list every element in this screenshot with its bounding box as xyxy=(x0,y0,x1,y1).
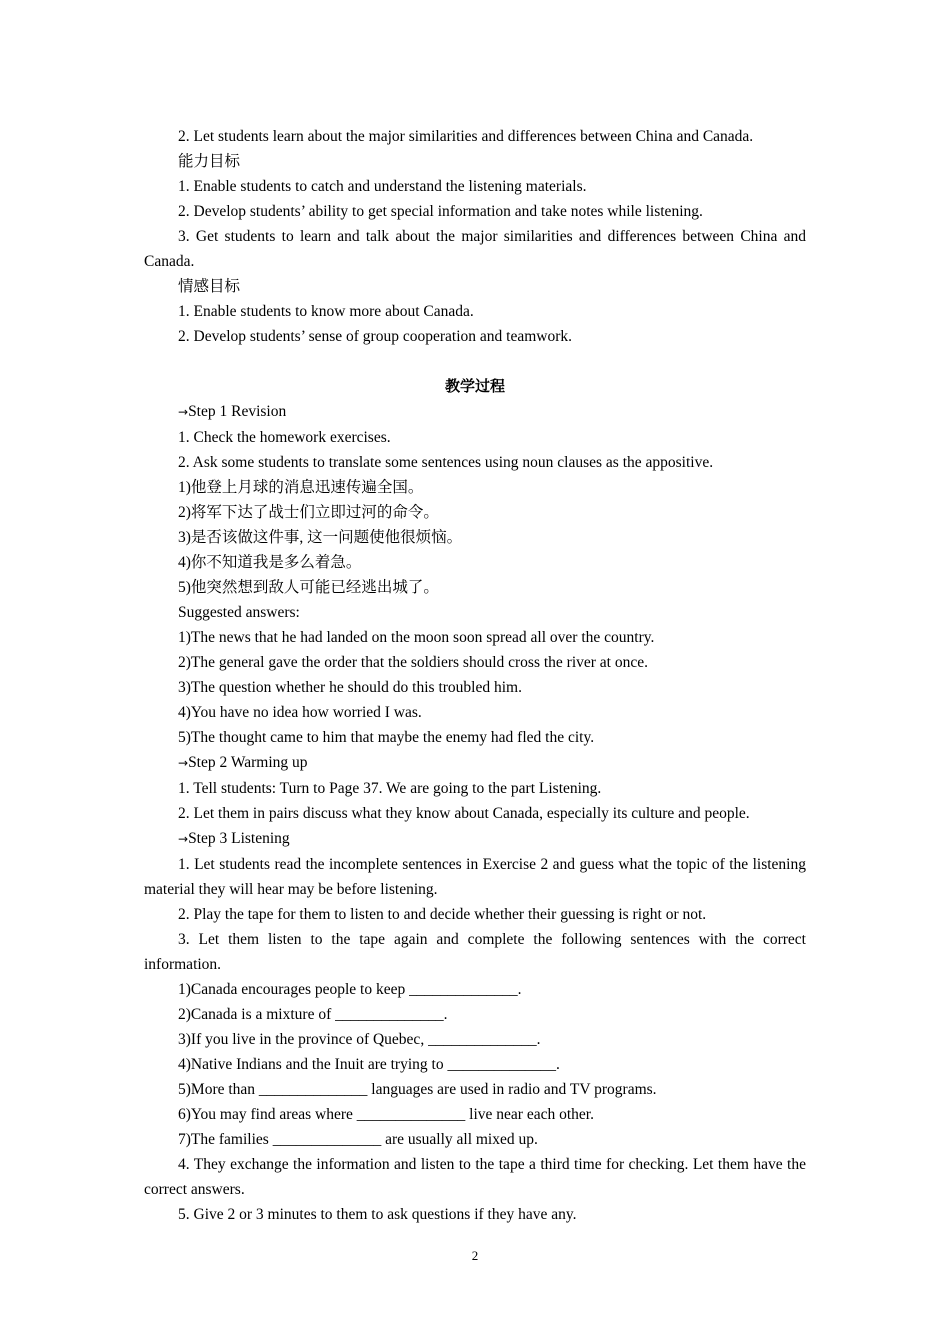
list-item: 5)他突然想到敌人可能已经逃出城了。 xyxy=(178,579,439,596)
ability-objective-2: 2. Develop students’ ability to get special information and take notes while listening. xyxy=(178,203,703,220)
list-item: 4)You have no idea how worried I was. xyxy=(178,704,422,721)
step-3-title: →Step 3 Listening xyxy=(178,830,290,847)
ability-objectives-heading: 能力目标 xyxy=(178,153,241,170)
list-item: 3)If you live in the province of Quebec, ______________. xyxy=(178,1031,541,1048)
section-title: 教学过程 xyxy=(444,377,505,395)
objective-knowledge-2: 2. Let students learn about the major similarities and differences between China and Canada. xyxy=(178,128,754,145)
list-item: 3)The question whether he should do this troubled him. xyxy=(178,679,522,696)
list-item: 5. Give 2 or 3 minutes to them to ask questions if they have any. xyxy=(178,1206,577,1223)
list-item: 7)The families ______________ are usually all mixed up. xyxy=(178,1131,538,1148)
arrow-icon: → xyxy=(178,405,189,419)
list-item: 6)You may find areas where ______________ live near each other. xyxy=(178,1106,594,1123)
list-item: 2)将军下达了战士们立即过河的命令。 xyxy=(178,504,439,521)
ability-objective-3: 3. Get students to learn and talk about the major similarities and differences between China and Canada. xyxy=(144,228,806,270)
step-1-title: →Step 1 Revision xyxy=(178,403,287,420)
list-item: 4)你不知道我是多么着急。 xyxy=(178,554,362,571)
list-item: 1)他登上月球的消息迅速传遍全国。 xyxy=(178,479,424,496)
list-item: 1. Tell students: Turn to Page 37. We are going to the part Listening. xyxy=(178,780,602,797)
list-item: 2. Play the tape for them to listen to and decide whether their guessing is right or not. xyxy=(178,906,707,923)
arrow-icon: → xyxy=(178,832,189,846)
list-item: 3. Let them listen to the tape again and complete the following sentences with the correct information. xyxy=(144,931,806,973)
emotion-objective-2: 2. Develop students’ sense of group cooperation and teamwork. xyxy=(178,328,572,345)
list-item: Suggested answers: xyxy=(178,604,300,621)
list-item: 4. They exchange the information and listen to the tape a third time for checking. Let them have the correct answers. xyxy=(144,1156,806,1198)
list-item: 3)是否该做这件事, 这一问题使他很烦恼。 xyxy=(178,529,463,546)
emotion-objective-1: 1. Enable students to know more about Canada. xyxy=(178,303,474,320)
list-item: 2. Let them in pairs discuss what they know about Canada, especially its culture and people. xyxy=(178,805,750,822)
list-item: 5)More than ______________ languages are used in radio and TV programs. xyxy=(178,1081,657,1098)
list-item: 1. Let students read the incomplete sentences in Exercise 2 and guess what the topic of the listening material they will hear may be before listening. xyxy=(144,856,806,898)
emotion-objectives-heading: 情感目标 xyxy=(178,278,241,295)
step-2-title: →Step 2 Warming up xyxy=(178,754,308,771)
list-item: 1)The news that he had landed on the moon soon spread all over the country. xyxy=(178,629,655,646)
list-item: 2. Ask some students to translate some sentences using noun clauses as the appositive. xyxy=(178,454,714,471)
arrow-icon: → xyxy=(178,756,189,770)
list-item: 1)Canada encourages people to keep ______________. xyxy=(178,981,522,998)
ability-objective-1: 1. Enable students to catch and understand the listening materials. xyxy=(178,178,587,195)
list-item: 2)The general gave the order that the soldiers should cross the river at once. xyxy=(178,654,648,671)
list-item: 4)Native Indians and the Inuit are trying to ______________. xyxy=(178,1056,560,1073)
page-number: 2 xyxy=(471,1248,479,1263)
list-item: 2)Canada is a mixture of ______________. xyxy=(178,1006,448,1023)
document-page xyxy=(144,124,806,1227)
list-item: 1. Check the homework exercises. xyxy=(178,429,391,446)
list-item: 5)The thought came to him that maybe the enemy had fled the city. xyxy=(178,729,595,746)
